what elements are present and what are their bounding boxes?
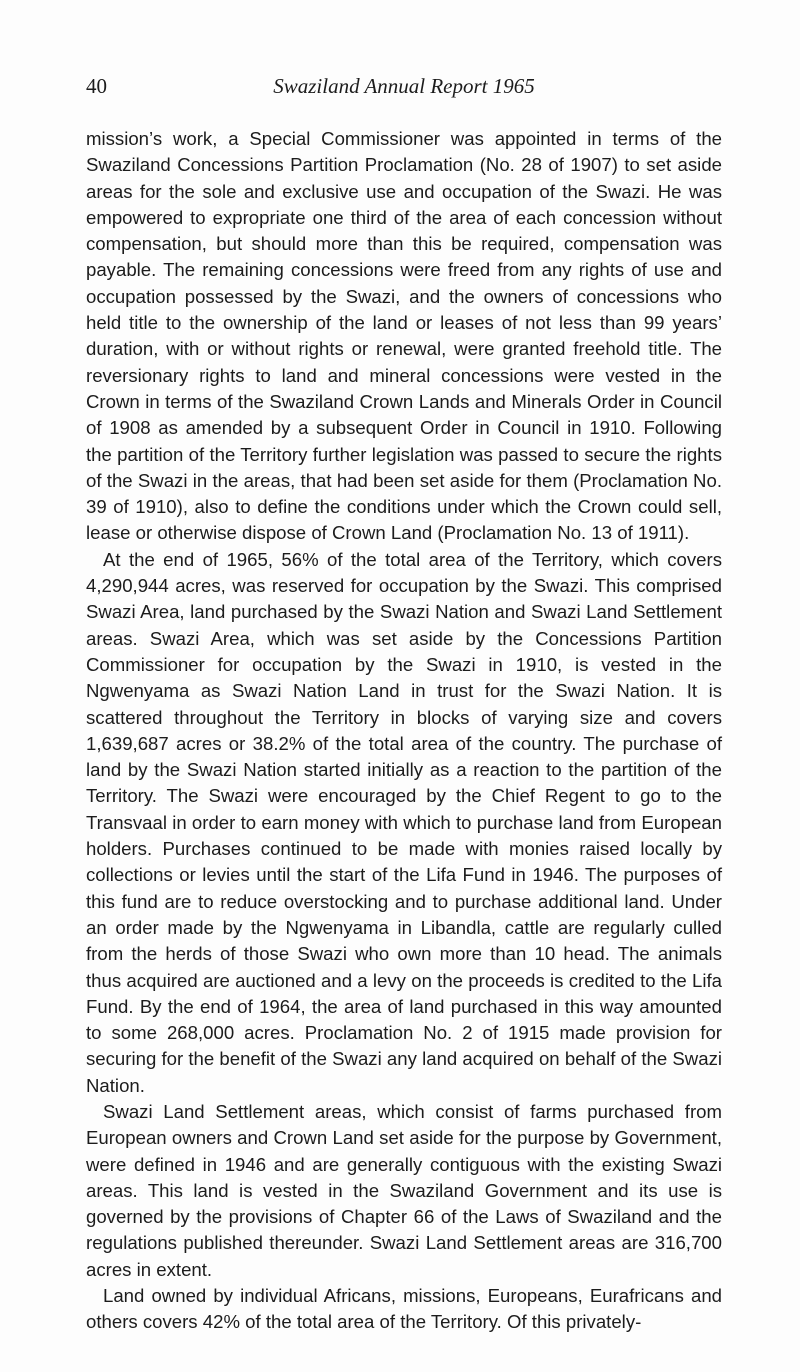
paragraph-3: Swazi Land Settlement areas, which consist of farms purchased from European owners and Crown Land set aside for the purpose by Government, were defined in 1946 and are generally contiguous with the existing Swazi areas. This land is vested in the Swaziland Government and its use is governed by the provisions of Chapter 66 of the Laws of Swaziland and the regulations published thereunder. Swazi Land Settlement areas are 316,700 acres in extent. xyxy=(86,1100,722,1280)
body-text xyxy=(86,126,722,1336)
paragraph-1: mission’s work, a Special Commissioner was appointed in terms of the Swaziland Concessions Partition Proclamation (No. 28 of 1907) to set aside areas for the sole and exclusive use and occupation of the Swazi. He was empowered to expropriate one third of the area of each concession without compensation, but should more than this be required, compensation was payable. The remaining concessions were freed from any rights of use and occupation possessed by the Swazi, and the owners of concessions who held title to the ownership of the land or leases of not less than 99 years’ duration, with or without rights or renewal, were granted freehold title. The reversionary rights to land and mineral concessions were vested in the Crown in terms of the Swaziland Crown Lands and Minerals Order in Council of 1908 as amended by a subsequent Order in Council in 1910. Following the partition of the Territory further legislation was passed to secure the rights of the Swazi in the areas, that had been set aside for them (Proclamation No. 39 of 1910), also to define the conditions under which the Crown could sell, lease or otherwise dispose of Crown Land (Proclamation No. 13 of 1911). xyxy=(86,128,722,544)
page-number: 40 xyxy=(86,74,107,98)
paragraph-4: Land owned by individual Africans, missions, Europeans, Eurafricans and others covers 42% of the total area of the Territory. Of this privately- xyxy=(86,1285,722,1333)
page-header xyxy=(86,74,722,104)
running-title: Swaziland Annual Report 1965 xyxy=(273,74,535,98)
paragraph-2: At the end of 1965, 56% of the total area of the Territory, which covers 4,290,944 acres, was reserved for occupation by the Swazi. This comprised Swazi Area, land purchased by the Swazi Nation and Swazi Land Settlement areas. Swazi Area, which was set aside by the Concessions Partition Commissioner for occupation by the Swazi in 1910, is vested in the Ngwenyama as Swazi Nation Land in trust for the Swazi Nation. It is scattered throughout the Territory in blocks of varying size and covers 1,639,687 acres or 38.2% of the total area of the country. The purchase of land by the Swazi Nation started initially as a reaction to the partition of the Territory. The Swazi were encouraged by the Chief Regent to go to the Transvaal in order to earn money with which to purchase land from European holders. Purchases continued to be made with monies raised locally by collections or levies until the start of the Lifa Fund in 1946. The purposes of this fund are to reduce overstocking and to purchase additional land. Under an order made by the Ngwenyama in Libandla, cattle are regularly culled from the herds of those Swazi who own more than 10 head. The animals thus acquired are auctioned and a levy on the proceeds is credited to the Lifa Fund. By the end of 1964, the area of land purchased in this way amounted to some 268,000 acres. Proclamation No. 2 of 1915 made provision for securing for the benefit of the Swazi any land acquired on behalf of the Swazi Nation. xyxy=(86,548,722,1096)
